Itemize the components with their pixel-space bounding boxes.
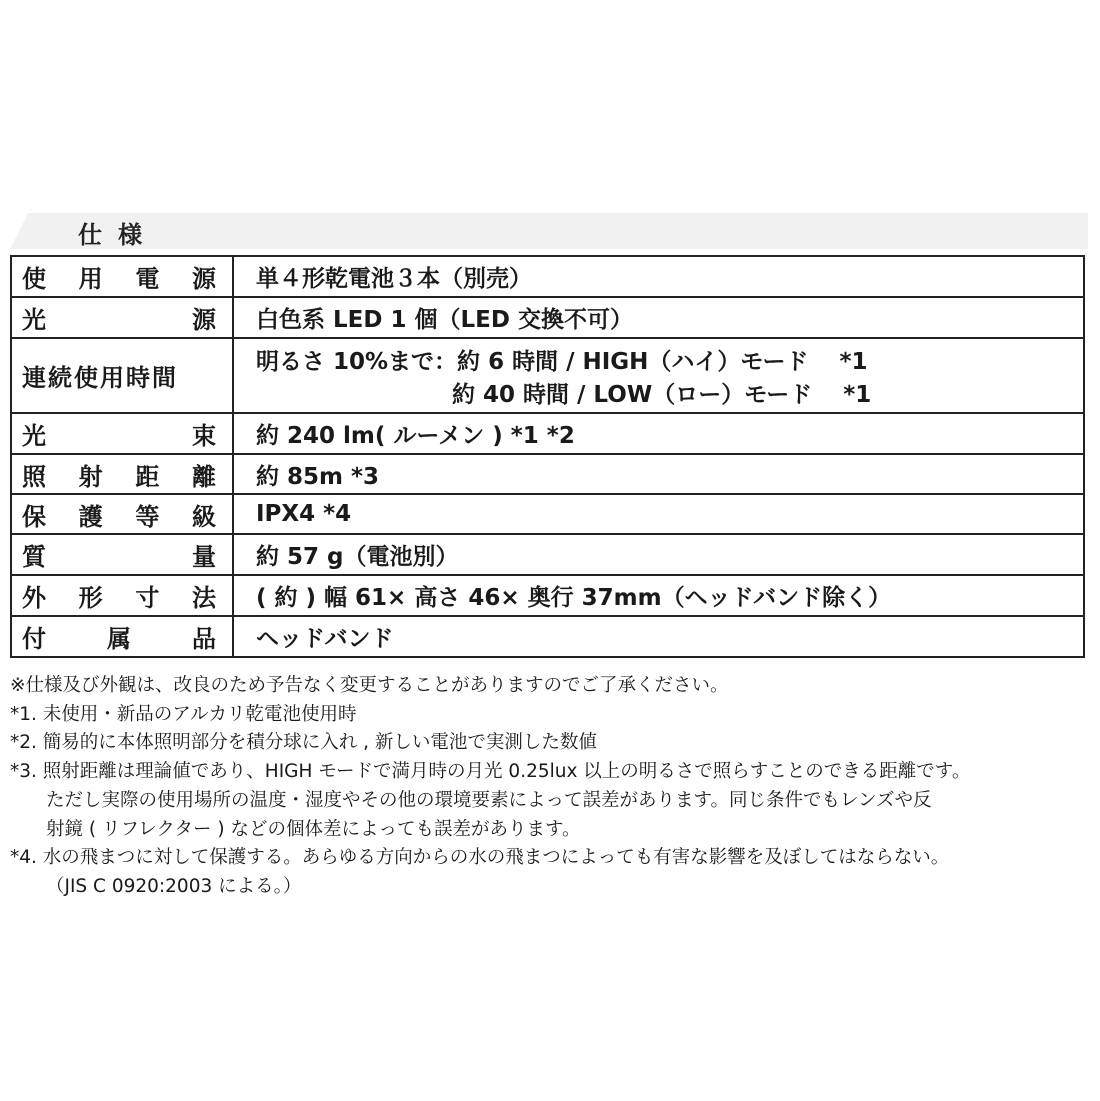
note-line: ※仕様及び外観は、改良のため予告なく変更することがありますのでご了承ください。 — [10, 675, 729, 696]
spec-label-char: 離 — [191, 462, 216, 491]
spec-value-line: ヘッドバンド — [256, 626, 394, 652]
spec-label — [12, 298, 234, 337]
spec-label-char: 光 — [22, 422, 46, 450]
spec-header-title: 仕様 — [78, 221, 158, 249]
spec-label-char: 光 — [22, 306, 46, 334]
spec-label — [12, 339, 234, 412]
spec-label — [12, 455, 234, 493]
spec-table — [10, 255, 1085, 658]
spec-label-char: 連続使用時間 — [22, 364, 178, 392]
spec-value-line: 明るさ 10%まで：約 6 時間 / HIGH（ハイ）モード *1 — [256, 348, 868, 375]
spec-value-line: 単４形乾電池３本（別売） — [256, 266, 532, 292]
spec-value-line: 約 240 lm( ルーメン ) *1 *2 — [256, 423, 575, 449]
note-line: *2. 簡易的に本体照明部分を積分球に入れ , 新しい電池で実測した数値 — [10, 732, 597, 754]
spec-value-line: ( 約 ) 幅 61× 高さ 46× 奥行 37mm（ヘッドバンド除く） — [256, 585, 892, 611]
spec-value — [234, 617, 1083, 656]
spec-header-bar — [10, 213, 1088, 249]
note-line: ただし実際の使用場所の温度・湿度やその他の環境要素によって誤差があります。同じ条件でもレンズや反 — [46, 789, 932, 811]
spec-label-char: 射 — [78, 462, 103, 491]
spec-row — [12, 412, 1083, 453]
note-line: *3. 照射距離は理論値であり、HIGH モードで満月時の月光 0.25lux 以上の明るさで照らすことのできる距離です。 — [10, 761, 971, 783]
spec-label-char: 付 — [22, 625, 46, 653]
spec-label-char: 源 — [191, 265, 216, 293]
note-line: *1. 未使用・新品のアルカリ乾電池使用時 — [10, 703, 357, 725]
spec-label — [12, 576, 234, 615]
spec-label — [12, 535, 234, 574]
spec-value-line: 白色系 LED 1 個（LED 交換不可） — [256, 307, 633, 333]
spec-label-char: 距 — [135, 462, 160, 491]
spec-label-char: 等 — [135, 502, 160, 531]
spec-value-line: IPX4 *4 — [256, 501, 352, 527]
spec-value — [234, 535, 1083, 574]
spec-label — [12, 495, 234, 533]
spec-value — [234, 339, 1083, 412]
spec-value — [234, 495, 1083, 533]
spec-value — [234, 455, 1083, 493]
spec-row — [12, 296, 1083, 337]
spec-label-char: 品 — [192, 625, 216, 653]
spec-value — [234, 576, 1083, 615]
spec-label-char: 束 — [192, 422, 216, 450]
spec-label-char: 寸 — [135, 584, 160, 612]
notes-section — [10, 672, 1100, 902]
spec-label-char: 用 — [78, 265, 103, 293]
spec-label-char: 照 — [22, 462, 46, 491]
spec-value — [234, 257, 1083, 296]
spec-value — [234, 298, 1083, 337]
spec-label-char: 級 — [191, 502, 216, 531]
spec-label-char: 護 — [78, 502, 103, 531]
spec-label-char: 電 — [135, 265, 160, 293]
spec-label-char: 保 — [22, 502, 46, 531]
spec-row — [12, 493, 1083, 533]
spec-value-line: 約 40 時間 / LOW（ロー）モード *1 — [452, 381, 872, 408]
spec-value — [234, 414, 1083, 453]
spec-row — [12, 453, 1083, 493]
note-line: *4. 水の飛まつに対して保護する。あらゆる方向からの水の飛まつによっても有害な影響を及ぼしてはならない。 — [10, 847, 950, 869]
spec-label-char: 質 — [22, 543, 46, 571]
spec-row — [12, 257, 1083, 296]
spec-value-line: 約 57 g（電池別） — [256, 544, 459, 570]
spec-row — [12, 615, 1083, 656]
spec-label-char: 量 — [192, 543, 216, 571]
spec-label-char: 法 — [191, 584, 216, 612]
spec-row — [12, 533, 1083, 574]
spec-value-line: 約 85m *3 — [256, 463, 380, 490]
spec-label-char: 属 — [107, 625, 131, 653]
spec-label-char: 源 — [192, 306, 216, 334]
spec-row — [12, 337, 1083, 412]
note-line: 射鏡 ( リフレクター ) などの個体差によっても誤差があります。 — [46, 818, 581, 840]
spec-row — [12, 574, 1083, 615]
spec-label-char: 形 — [78, 584, 103, 612]
spec-label — [12, 617, 234, 656]
spec-label — [12, 257, 234, 296]
spec-label-char: 外 — [22, 584, 46, 612]
spec-label-char: 使 — [22, 265, 46, 293]
note-line: （JIS C 0920:2003 による。） — [46, 875, 302, 897]
spec-label — [12, 414, 234, 453]
